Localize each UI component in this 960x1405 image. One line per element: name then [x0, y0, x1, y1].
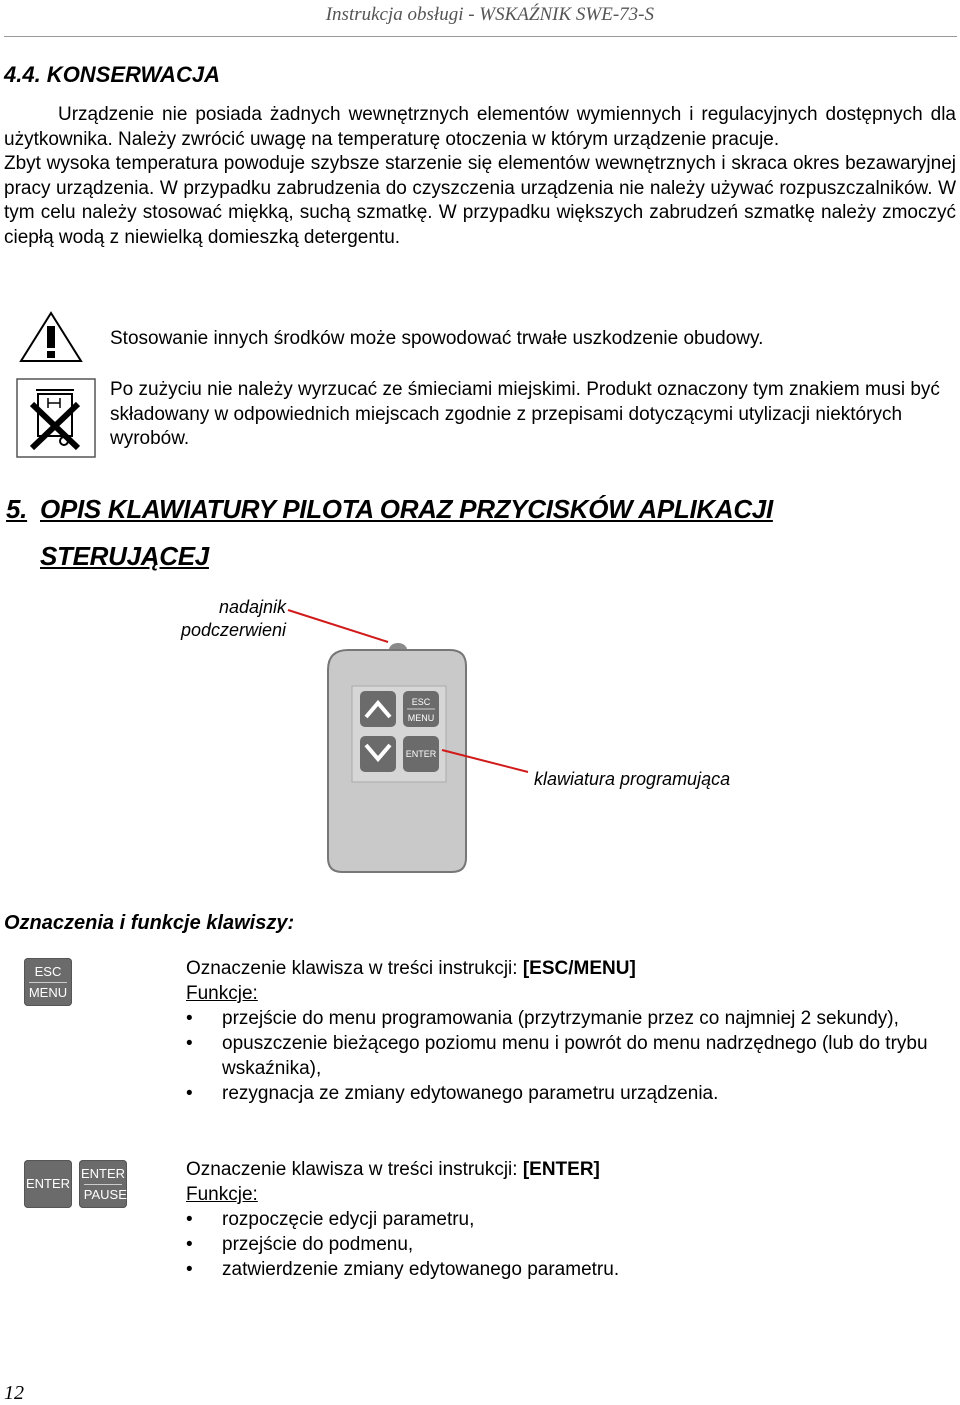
pause-icon-label: PAUSE — [84, 1184, 122, 1205]
list-item: • przejście do menu programowania (przytrzymanie przez co najmniej 2 sekundy), — [186, 1006, 946, 1031]
label-transmitter-line1: nadajnik — [218, 597, 286, 617]
list-item: • zatwierdzenie zmiany edytowanego parametru. — [186, 1257, 946, 1282]
enter-icon-label: ENTER — [25, 1176, 71, 1191]
esc-menu-key-icon — [24, 958, 72, 1006]
section-5-number: 5. — [6, 494, 28, 524]
esc-functions-list — [186, 1006, 946, 1106]
down-key — [360, 736, 396, 772]
esc-key-description — [186, 956, 946, 1106]
maintenance-text — [4, 103, 956, 250]
section-5-title-line1: OPIS KLAWIATURY PILOTA ORAZ PRZYCISKÓW APLIKACJI — [40, 494, 773, 524]
remote-esc-label: ESC — [411, 697, 431, 707]
esc-icon-label: ESC — [34, 963, 62, 979]
paragraph-2: Zbyt wysoka temperatura powoduje szybsze starzenie się elementów wewnętrznych i skraca okres bezawaryjnej pracy urządzenia. W przypadku zabrudzenia do czyszczenia urządzenia nie należy używać rozpuszczalników. W tym celu należy stosować miękką, suchą szmatkę. W przypadku większych zabrudzeń szmatkę należy zmoczyć ciepłą wodą z niewielką domieszką detergentu. — [4, 153, 956, 248]
enter-key-description — [186, 1157, 946, 1282]
section-5-title-line2: STERUJĄCEJ — [40, 541, 209, 571]
label-programming-keyboard: klawiatura programująca — [534, 769, 731, 789]
list-item: • rozpoczęcie edycji parametru, — [186, 1207, 946, 1232]
remote-control-diagram — [280, 600, 540, 880]
paragraph-1: Urządzenie nie posiada żadnych wewnętrznych elementów wymiennych i regulacyjnych dostępnych dla użytkownika. Należy zwrócić uwagę na temperaturę otoczenia w którym urządzenie pracuje. — [4, 104, 956, 150]
remote-enter-label: ENTER — [405, 749, 437, 759]
warning-text: Stosowanie innych środków może spowodować trwałe uszkodzenie obudowy. — [110, 328, 764, 349]
remote-menu-label: MENU — [407, 713, 435, 723]
enter-designation-prefix: Oznaczenie klawisza w treści instrukcji: — [186, 1159, 523, 1180]
enter-functions-list — [186, 1207, 946, 1282]
enter-functions-label: Funkcje: — [186, 1184, 258, 1205]
keys-section-title: Oznaczenia i funkcje klawiszy: — [4, 912, 295, 934]
running-header: Instrukcja obsługi - WSKAŹNIK SWE-73-S — [325, 4, 654, 25]
esc-functions-label: Funkcje: — [186, 983, 258, 1004]
section-title-konserwacja: 4.4. KONSERWACJA — [4, 62, 220, 87]
enter-key-icon — [24, 1160, 72, 1208]
label-ir-transmitter — [181, 596, 286, 642]
crossed-bin-icon — [16, 378, 96, 458]
esc-designation: [ESC/MENU] — [522, 958, 636, 979]
enter-pause-top-label: ENTER — [80, 1165, 126, 1181]
menu-icon-label: MENU — [29, 982, 67, 1003]
warning-icon — [18, 310, 84, 364]
label-transmitter-line2: podczerwieni — [180, 620, 286, 640]
enter-designation: [ENTER] — [522, 1159, 600, 1180]
list-item: • przejście do podmenu, — [186, 1232, 946, 1257]
list-item: • opuszczenie bieżącego poziomu menu i powrót do menu nadrzędnego (lub do trybu wskaźnika), — [186, 1031, 946, 1081]
enter-pause-key-icon — [79, 1160, 127, 1208]
list-item: • rezygnacja ze zmiany edytowanego parametru urządzenia. — [186, 1081, 946, 1106]
header-divider — [4, 36, 957, 37]
page-number: 12 — [4, 1382, 24, 1404]
pointer-line-transmitter — [288, 610, 388, 642]
up-key — [360, 691, 396, 727]
esc-designation-prefix: Oznaczenie klawisza w treści instrukcji: — [186, 958, 523, 979]
disposal-text: Po zużyciu nie należy wyrzucać ze śmieciami miejskimi. Produkt oznaczony tym znakiem musi być składowany w odpowiednich miejscach zgodnie z przepisami dotyczącymi utylizacji niektórych wyrobów. — [110, 379, 940, 449]
